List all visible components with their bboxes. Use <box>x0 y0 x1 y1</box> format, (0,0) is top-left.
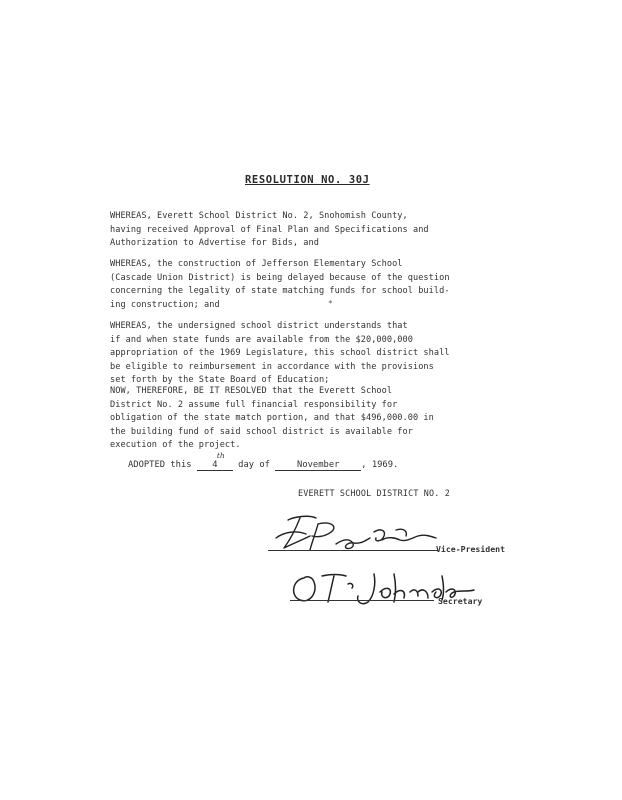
paragraph-whereas-delay: WHEREAS, the construction of Jefferson Elementary School (Cascade Union District) is being delayed because of the question concerning the legality of state matching funds for school build- ing construction; and <box>110 259 450 310</box>
secretary-label: Secretary <box>438 596 483 606</box>
adopted-day-field <box>197 451 233 471</box>
adopted-day-suffix: th <box>216 451 225 460</box>
adopted-month: November <box>297 460 340 470</box>
secretary-signature-line <box>290 600 434 601</box>
adopted-line <box>128 451 399 471</box>
district-name: EVERETT SCHOOL DISTRICT NO. 2 <box>298 488 451 498</box>
adopted-prefix: ADOPTED this <box>128 460 192 470</box>
paragraph-resolved: NOW, THEREFORE, BE IT RESOLVED that the Everett School District No. 2 assume full financial responsibility for obligation of the state match portion, and that $496,000.00 in the building fund of said school district is available for execution of the project. <box>110 386 434 451</box>
vice-president-signature-line <box>268 550 438 551</box>
vice-president-label: Vice-President <box>436 544 506 554</box>
adopted-month-field <box>275 460 361 471</box>
adopted-day: 4 <box>212 460 218 470</box>
resolution-title: RESOLUTION NO. 30J <box>245 174 370 186</box>
paragraph-whereas-approval: WHEREAS, Everett School District No. 2, Snohomish County, having received Approval of Final Plan and Specifications and Authorization to Advertise for Bids, and <box>110 211 429 249</box>
paragraph-whereas-funds: WHEREAS, the undersigned school district understands that if and when state funds are available from the $20,000,000 appropriation of the 1969 Legislature, this school district shall be eligible to reimbursement in accordance with the provisions set forth by the State Board of Education; <box>110 321 450 386</box>
adopted-suffix: , 1969. <box>361 460 399 470</box>
adopted-middle: day of <box>238 460 270 470</box>
margin-mark: * <box>328 299 333 308</box>
